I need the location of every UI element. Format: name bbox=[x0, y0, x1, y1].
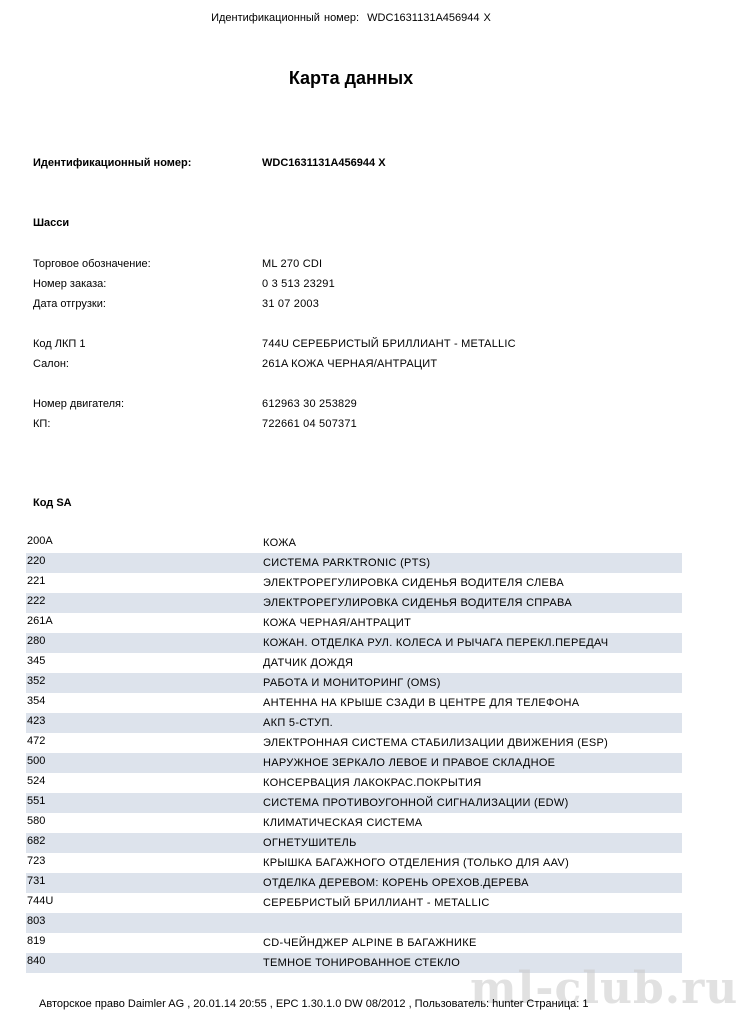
site-watermark: ml-club.ru bbox=[470, 963, 738, 1014]
sa-code: 345 bbox=[27, 655, 46, 667]
page-footer: Авторское право Daimler AG , 20.01.14 20:55 , EPC 1.30.1.0 DW 08/2012 , Пользователь: hunter Страница: 1 bbox=[39, 998, 589, 1010]
sa-description: НАРУЖНОЕ ЗЕРКАЛО ЛЕВОЕ И ПРАВОЕ СКЛАДНОЕ bbox=[263, 753, 682, 773]
sa-code: 819 bbox=[27, 935, 46, 947]
sa-description: СЕРЕБРИСТЫЙ БРИЛЛИАНТ - METALLIC bbox=[263, 897, 490, 909]
sa-description: АНТЕННА НА КРЫШЕ СЗАДИ В ЦЕНТРЕ ДЛЯ ТЕЛЕФОНА bbox=[263, 697, 580, 709]
paint-code-label: Код ЛКП 1 bbox=[33, 338, 86, 350]
table-row bbox=[26, 913, 682, 933]
sa-description: ОТДЕЛКА ДЕРЕВОМ: КОРЕНЬ ОРЕХОВ.ДЕРЕВА bbox=[263, 873, 682, 893]
sa-description: СИСТЕМА ПРОТИВОУГОННОЙ СИГНАЛИЗАЦИИ (EDW) bbox=[263, 793, 682, 813]
sa-code: 221 bbox=[27, 575, 46, 587]
sa-description: СИСТЕМА PARKTRONIC (PTS) bbox=[263, 553, 682, 573]
sa-description: РАБОТА И МОНИТОРИНГ (OMS) bbox=[263, 673, 682, 693]
sa-description: КОЖА bbox=[263, 537, 297, 549]
order-number-value: 0 3 513 23291 bbox=[262, 278, 335, 290]
table-row bbox=[26, 573, 682, 593]
sa-description: ДАТЧИК ДОЖДЯ bbox=[263, 657, 354, 669]
engine-number-label: Номер двигателя: bbox=[33, 398, 125, 410]
ship-date-label: Дата отгрузки: bbox=[33, 298, 106, 310]
sa-description: КОНСЕРВАЦИЯ ЛАКОКРАС.ПОКРЫТИЯ bbox=[263, 777, 482, 789]
paint-code-value: 744U СЕРЕБРИСТЫЙ БРИЛЛИАНТ - METALLIC bbox=[262, 338, 516, 350]
sa-code: 500 bbox=[26, 753, 263, 773]
table-row bbox=[26, 593, 682, 613]
order-number-label: Номер заказа: bbox=[33, 278, 107, 290]
sa-description: АКП 5-СТУП. bbox=[263, 713, 682, 733]
chassis-heading: Шасси bbox=[33, 217, 70, 229]
sa-description: ТЕМНОЕ ТОНИРОВАННОЕ СТЕКЛО bbox=[263, 953, 682, 973]
sa-code: 551 bbox=[26, 793, 263, 813]
engine-number-value: 612963 30 253829 bbox=[262, 398, 357, 410]
sa-code: 261A bbox=[27, 615, 53, 627]
running-header-label: Идентификационный номер: bbox=[211, 12, 360, 24]
table-row bbox=[26, 673, 682, 693]
table-row bbox=[26, 893, 682, 913]
sa-code: 580 bbox=[27, 815, 46, 827]
table-row bbox=[26, 633, 682, 653]
table-row bbox=[26, 533, 682, 553]
table-row bbox=[26, 693, 682, 713]
sa-description: ЭЛЕКТРОРЕГУЛИРОВКА СИДЕНЬЯ ВОДИТЕЛЯ СПРАВА bbox=[263, 593, 682, 613]
sa-code: 840 bbox=[26, 953, 263, 973]
trade-name-label: Торговое обозначение: bbox=[33, 258, 151, 270]
sa-description: КОЖАН. ОТДЕЛКА РУЛ. КОЛЕСА И РЫЧАГА ПЕРЕКЛ.ПЕРЕДАЧ bbox=[263, 633, 682, 653]
table-row bbox=[26, 653, 682, 673]
sa-description: КЛИМАТИЧЕСКАЯ СИСТЕМА bbox=[263, 817, 423, 829]
sa-code: 280 bbox=[26, 633, 263, 653]
table-row bbox=[26, 733, 682, 753]
sa-code: 220 bbox=[26, 553, 263, 573]
interior-value: 261A КОЖА ЧЕРНАЯ/АНТРАЦИТ bbox=[262, 358, 438, 370]
table-row bbox=[26, 873, 682, 893]
table-row bbox=[26, 833, 682, 853]
page-title: Карта данных bbox=[288, 68, 414, 88]
sa-description: CD-ЧЕЙНДЖЕР ALPINE В БАГАЖНИКЕ bbox=[263, 937, 477, 949]
sa-description: КОЖА ЧЕРНАЯ/АНТРАЦИТ bbox=[263, 617, 412, 629]
sa-code: 472 bbox=[27, 735, 46, 747]
table-row bbox=[26, 933, 682, 953]
sa-description: ЭЛЕКТРОРЕГУЛИРОВКА СИДЕНЬЯ ВОДИТЕЛЯ СЛЕВА bbox=[263, 577, 565, 589]
sa-description: ОГНЕТУШИТЕЛЬ bbox=[263, 833, 682, 853]
sa-code: 682 bbox=[26, 833, 263, 853]
vin-value: WDC1631131A456944 X bbox=[262, 157, 386, 169]
sa-code: 200A bbox=[27, 535, 53, 547]
interior-label: Салон: bbox=[33, 358, 69, 370]
sa-code: 354 bbox=[27, 695, 46, 707]
table-row bbox=[26, 713, 682, 733]
sa-description: ЭЛЕКТРОННАЯ СИСТЕМА СТАБИЛИЗАЦИИ ДВИЖЕНИЯ (ESP) bbox=[263, 737, 609, 749]
transmission-label: КП: bbox=[33, 418, 51, 430]
table-row bbox=[26, 813, 682, 833]
sa-code: 731 bbox=[26, 873, 263, 893]
sa-code: 222 bbox=[26, 593, 263, 613]
running-header bbox=[0, 12, 702, 24]
sa-code: 423 bbox=[26, 713, 263, 733]
table-row bbox=[26, 773, 682, 793]
table-row bbox=[26, 793, 682, 813]
sa-codes-heading: Код SA bbox=[33, 497, 72, 509]
ship-date-value: 31 07 2003 bbox=[262, 298, 320, 310]
running-header-vin: WDC1631131A456944 X bbox=[367, 12, 491, 24]
sa-code: 744U bbox=[27, 895, 54, 907]
table-row bbox=[26, 613, 682, 633]
table-row bbox=[26, 753, 682, 773]
sa-description bbox=[263, 913, 682, 933]
table-row bbox=[26, 853, 682, 873]
sa-code: 352 bbox=[26, 673, 263, 693]
table-row bbox=[26, 553, 682, 573]
sa-codes-table bbox=[26, 533, 682, 973]
sa-code: 723 bbox=[27, 855, 46, 867]
vin-label: Идентификационный номер: bbox=[33, 157, 192, 169]
sa-code: 803 bbox=[26, 913, 263, 933]
sa-description: КРЫШКА БАГАЖНОГО ОТДЕЛЕНИЯ (ТОЛЬКО ДЛЯ AAV) bbox=[263, 857, 570, 869]
sa-code: 524 bbox=[27, 775, 46, 787]
trade-name-value: ML 270 CDI bbox=[262, 258, 323, 270]
transmission-value: 722661 04 507371 bbox=[262, 418, 357, 430]
